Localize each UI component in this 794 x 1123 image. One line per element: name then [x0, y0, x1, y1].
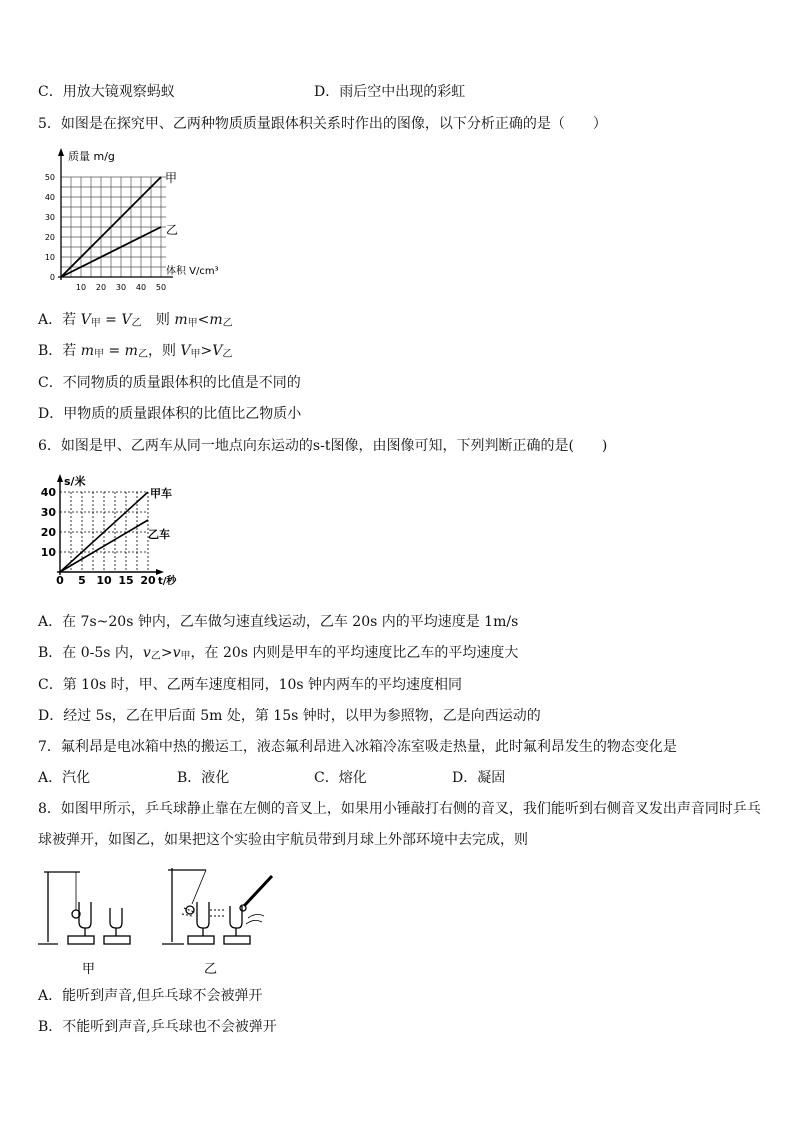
graph2-ylabel: s/米 [64, 475, 86, 488]
q8-option-a: A．能听到声音,但乒乓球不会被弹开 [38, 988, 263, 1004]
label-jia-car: 甲车 [150, 487, 172, 500]
svg-text:15: 15 [118, 574, 134, 587]
svg-text:30: 30 [44, 213, 55, 222]
q8-stem-line2: 球被弹开，如图乙，如果把这个实验由宇航员带到月球上外部环境中去完成，则 [38, 832, 528, 848]
svg-text:10: 10 [75, 283, 87, 292]
svg-text:20: 20 [40, 526, 56, 539]
svg-text:20: 20 [140, 574, 156, 587]
svg-text:10: 10 [96, 574, 112, 587]
q5-option-a: A．若 $V_甲 = V_乙$ 则 $m_甲<m_乙$ [38, 312, 233, 329]
svg-text:40: 40 [40, 486, 56, 499]
label-yi-car: 乙车 [148, 528, 170, 541]
tuning-fork-figure [34, 862, 284, 977]
svg-text:40: 40 [44, 193, 55, 202]
q7-option-c: C．熔化 [314, 770, 367, 786]
svg-text:0: 0 [56, 574, 64, 587]
q7-option-d: D．凝固 [452, 770, 506, 786]
q6-stem: 6．如图是甲、乙两车从同一地点向东运动的s-t图像，由图像可知，下列判断正确的是( ) [38, 438, 608, 454]
svg-text:50: 50 [155, 283, 167, 292]
q4-option-d: D．雨后空中出现的彩虹 [314, 84, 466, 100]
q6-option-a: A．在 7s~20s 钟内，乙车做匀速直线运动，乙车 20s 内的平均速度是 1m/s [38, 614, 519, 630]
distance-time-graph [38, 472, 198, 592]
svg-text:30: 30 [115, 283, 127, 292]
fig-label-jia: 甲 [82, 962, 96, 977]
svg-text:30: 30 [40, 506, 56, 519]
q8-stem-line1: 8．如图甲所示，乒乓球静止靠在左侧的音叉上，如果用小锤敲打右侧的音叉，我们能听到右侧音叉发出声音同时乒乓 [38, 801, 761, 817]
label-jia: 甲 [165, 171, 178, 185]
mass-volume-graph [38, 142, 238, 297]
q4-option-c: C．用放大镜观察蚂蚁 [38, 84, 175, 100]
fig-label-yi: 乙 [204, 962, 218, 977]
graph2-xlabel: t/秒 [158, 576, 177, 587]
svg-text:20: 20 [95, 283, 107, 292]
q5-option-b: B．若 $m_甲 = m_乙$，则 $V_甲>V_乙$ [38, 343, 233, 360]
graph1-ylabel: 质量 m/g [68, 150, 115, 163]
q6-option-d: D．经过 5s，乙在甲后面 5m 处，第 15s 钟时，以甲为参照物，乙是向西运动的 [38, 708, 541, 724]
q5-option-c: C．不同物质的质量跟体积的比值是不同的 [38, 375, 301, 391]
svg-text:10: 10 [40, 546, 56, 559]
q8-option-b: B．不能听到声音,乒乓球也不会被弹开 [38, 1019, 277, 1035]
label-yi: 乙 [166, 223, 179, 237]
q5-stem: 5．如图是在探究甲、乙两种物质质量跟体积关系时作出的图像，以下分析正确的是（ ） [38, 116, 607, 132]
q6-option-c: C．第 10s 时，甲、乙两车速度相同，10s 钟内两车的平均速度相同 [38, 677, 463, 693]
svg-text:40: 40 [135, 283, 147, 292]
svg-text:10: 10 [44, 253, 55, 262]
svg-text:20: 20 [44, 233, 55, 242]
q6-option-b: B．在 0-5s 内，$v_乙>v_甲$，在 20s 内则是甲车的平均速度比乙车的平均速度大 [38, 645, 519, 662]
q5-option-d: D．甲物质的质量跟体积的比值比乙物质小 [38, 406, 302, 422]
q7-option-a: A．汽化 [38, 770, 91, 786]
svg-text:5: 5 [78, 574, 86, 587]
svg-text:50: 50 [44, 173, 55, 182]
graph1-xlabel: 体积 V/cm³ [166, 266, 219, 277]
q7-stem: 7．氟利昂是电冰箱中热的搬运工，液态氟利昂进入冰箱冷冻室吸走热量，此时氟利昂发生的物态变化是 [38, 739, 677, 755]
q7-option-b: B．液化 [177, 770, 230, 786]
svg-text:0: 0 [49, 273, 55, 282]
